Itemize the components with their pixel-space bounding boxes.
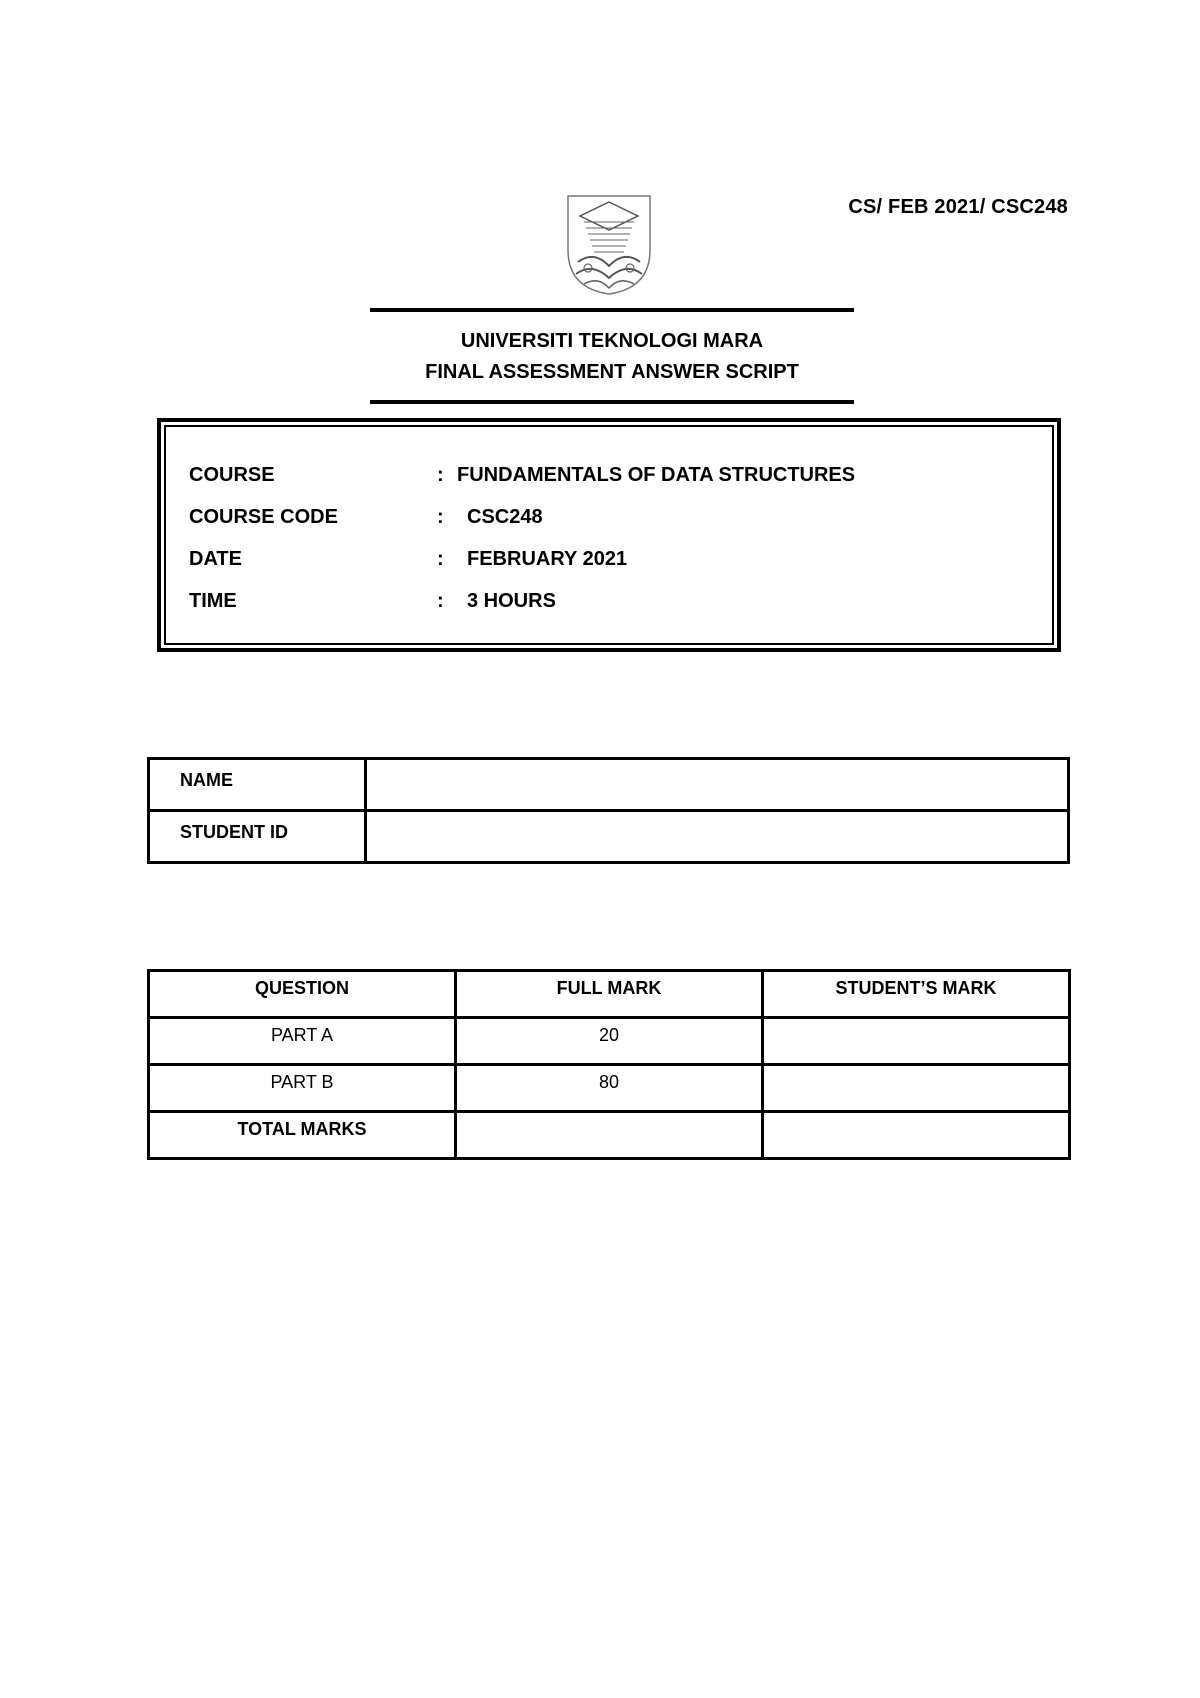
title-block bbox=[370, 308, 854, 404]
student-id-label: STUDENT ID bbox=[149, 811, 366, 863]
table-row bbox=[149, 1065, 1070, 1112]
question-cell: PART A bbox=[149, 1018, 456, 1065]
date-value: FEBRUARY 2021 bbox=[467, 548, 628, 570]
table-row bbox=[149, 1018, 1070, 1065]
table-row bbox=[149, 1112, 1070, 1159]
course-code-value: CSC248 bbox=[467, 506, 543, 528]
name-label: NAME bbox=[149, 759, 366, 811]
university-crest-logo bbox=[564, 192, 654, 296]
header-students-mark: STUDENT’S MARK bbox=[763, 971, 1070, 1018]
marks-table bbox=[147, 969, 1071, 1160]
header-full-mark: FULL MARK bbox=[456, 971, 763, 1018]
question-cell: PART B bbox=[149, 1065, 456, 1112]
separator-colon: : bbox=[437, 506, 444, 528]
document-title: FINAL ASSESSMENT ANSWER SCRIPT bbox=[425, 361, 799, 383]
full-mark-cell bbox=[456, 1112, 763, 1159]
student-mark-cell[interactable] bbox=[763, 1018, 1070, 1065]
full-mark-cell: 80 bbox=[456, 1065, 763, 1112]
separator-colon: : bbox=[437, 548, 444, 570]
separator-colon: : bbox=[437, 464, 444, 486]
header-question: QUESTION bbox=[149, 971, 456, 1018]
question-cell: TOTAL MARKS bbox=[149, 1112, 456, 1159]
student-mark-cell[interactable] bbox=[763, 1065, 1070, 1112]
name-field[interactable] bbox=[366, 759, 1069, 811]
time-label: TIME bbox=[189, 590, 237, 612]
student-id-field[interactable] bbox=[366, 811, 1069, 863]
university-name: UNIVERSITI TEKNOLOGI MARA bbox=[460, 330, 764, 352]
student-identity-table bbox=[147, 757, 1070, 864]
document-reference: CS/ FEB 2021/ CSC248 bbox=[848, 196, 1068, 218]
course-value: FUNDAMENTALS OF DATA STRUCTURES bbox=[457, 464, 856, 486]
course-label: COURSE bbox=[189, 464, 275, 486]
course-code-label: COURSE CODE bbox=[189, 506, 338, 528]
separator-colon: : bbox=[437, 590, 444, 612]
table-header-row bbox=[149, 971, 1070, 1018]
date-label: DATE bbox=[189, 548, 242, 570]
time-value: 3 HOURS bbox=[467, 590, 556, 612]
table-row bbox=[149, 811, 1069, 863]
student-mark-cell[interactable] bbox=[763, 1112, 1070, 1159]
table-row bbox=[149, 759, 1069, 811]
full-mark-cell: 20 bbox=[456, 1018, 763, 1065]
course-info-box bbox=[157, 418, 1061, 652]
